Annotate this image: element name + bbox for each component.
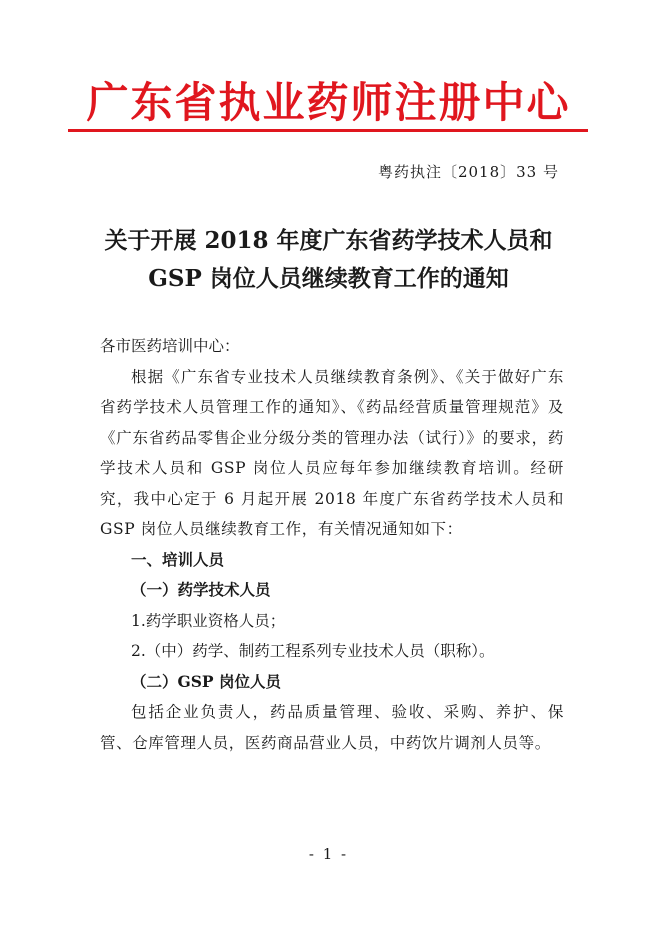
document-body (100, 331, 564, 758)
section-heading-1: 一、培训人员 (131, 549, 225, 569)
document-title (0, 222, 657, 298)
gsp-staff-paragraph: 包括企业负责人，药品质量管理、验收、采购、养护、保管、仓库管理人员，医药商品营业人员，中药饮片调剂人员等。 (100, 703, 564, 752)
title-line-2: GSP 岗位人员继续教育工作的通知 (148, 265, 509, 292)
letterhead-org-name: 广东省执业药师注册中心 (86, 78, 571, 127)
intro-paragraph: 根据《广东省专业技术人员继续教育条例》、《关于做好广东省药学技术人员管理工作的通知》、《药品经营质量管理规范》及《广东省药品零售企业分级分类的管理办法（试行）》的要求，药学技术人员和 GSP 岗位人员应每年参加继续教育培训。经研究，我中心定于 6 月起开展 2018 年度广东省药学技术人员和 GSP 岗位人员继续教育工作，有关情况通知如下： (100, 367, 564, 538)
subsection-heading-2: （二）GSP 岗位人员 (131, 671, 281, 691)
salutation: 各市医药培训中心： (100, 337, 240, 355)
subsection-heading-1: （一）药学技术人员 (131, 580, 271, 599)
letterhead-red-rule (68, 129, 588, 132)
title-line-1: 关于开展 2018 年度广东省药学技术人员和 (104, 227, 553, 254)
list-item: 1.药学职业资格人员； (131, 611, 286, 630)
document-number: 粤药执注〔2018〕33 号 (377, 163, 559, 181)
page-number: - 1 - (308, 845, 349, 863)
list-item: 2.（中）药学、制药工程系列专业技术人员（职称）。 (131, 642, 495, 660)
